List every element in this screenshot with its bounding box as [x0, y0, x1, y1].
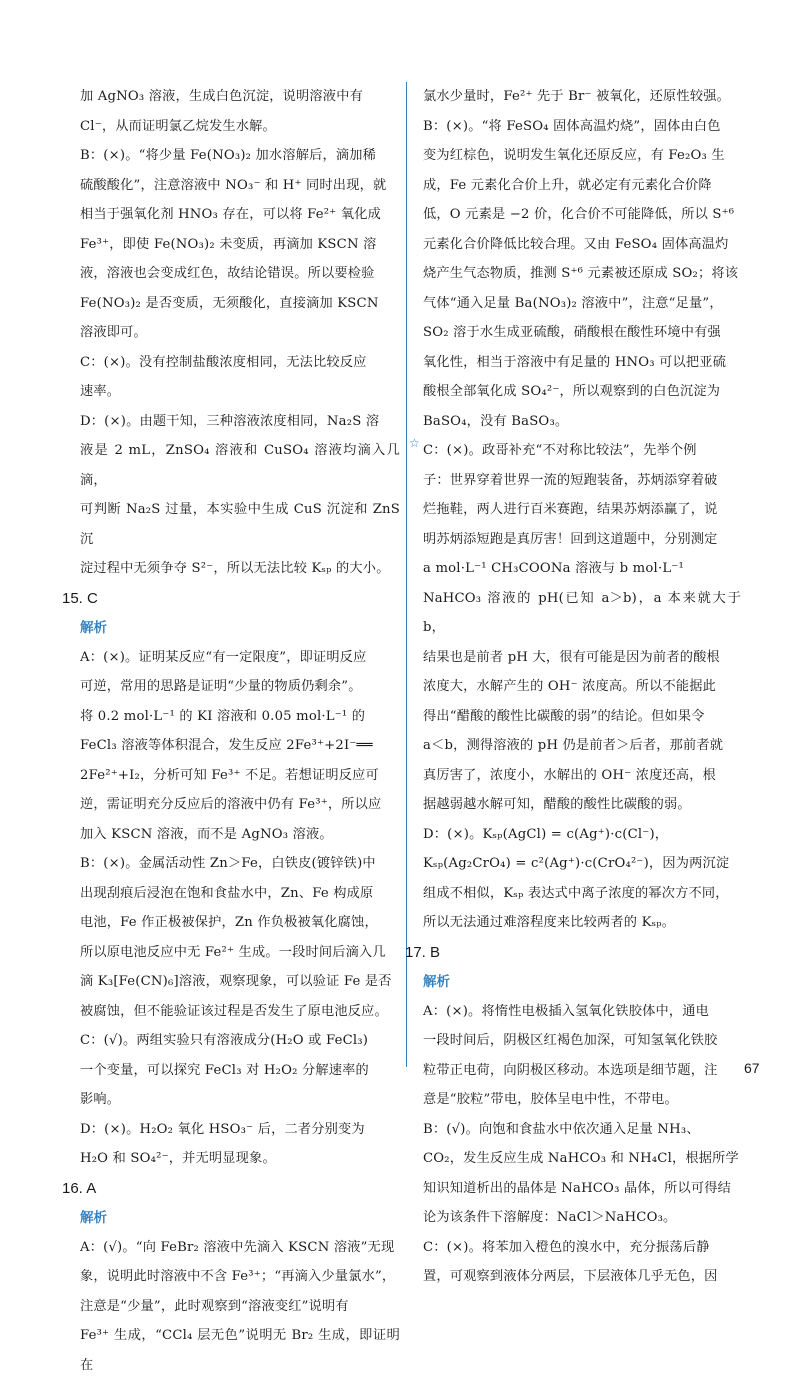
question-number-16: 16. A [62, 1174, 400, 1204]
text-line: 加 AgNO₃ 溶液，生成白色沉淀，说明溶液中有 [80, 82, 400, 112]
text-line: a＜b，测得溶液的 pH 仍是前者＞后者，那前者就 [423, 731, 741, 761]
text-line: 可逆，常用的思路是证明“少量的物质仍剩余”。 [80, 672, 400, 702]
text-line: 滴 K₃[Fe(CN)₆]溶液，观察现象，可以验证 Fe 是否 [80, 967, 400, 997]
text-line: 真厉害了，浓度小，水解出的 OH⁻ 浓度还高，根 [423, 761, 741, 791]
text-line: 电池，Fe 作正极被保护，Zn 作负极被氧化腐蚀， [80, 908, 400, 938]
option-d-15 [80, 1115, 400, 1174]
text-line: 逆，需证明充分反应后的溶液中仍有 Fe³⁺，所以应 [80, 790, 400, 820]
text-line: 粒带正电荷，向阴极区移动。本选项是细节题，注 [423, 1056, 741, 1086]
text-line: FeCl₃ 溶液等体积混合，发生反应 2Fe³⁺+2I⁻══ [80, 731, 400, 761]
text-line: 据越弱越水解可知，醋酸的酸性比碳酸的弱。 [423, 790, 741, 820]
text-line: 相当于强氧化剂 HNO₃ 存在，可以将 Fe²⁺ 氧化成 [80, 200, 400, 230]
text-line: CO₂，发生反应生成 NaHCO₃ 和 NH₄Cl，根据所学 [423, 1144, 741, 1174]
text-line: 2Fe²⁺+I₂，分析可知 Fe³⁺ 不足。若想证明反应可 [80, 761, 400, 791]
option-c-17 [423, 1233, 741, 1292]
right-continuation [423, 82, 741, 112]
text-line: 置，可观察到液体分两层，下层液体几乎无色，因 [423, 1262, 741, 1292]
text-line: 溶液即可。 [80, 318, 400, 348]
text-line: C：(√)。两组实验只有溶液成分(H₂O 或 FeCl₃) [80, 1026, 400, 1056]
text-line: Cl⁻，从而证明氯乙烷发生水解。 [80, 112, 400, 142]
option-a-16 [80, 1233, 400, 1380]
text-line: 组成不相似，Kₛₚ 表达式中离子浓度的幂次方不同， [423, 879, 741, 909]
text-line: B：(×)。“将少量 Fe(NO₃)₂ 加水溶解后，滴加稀 [80, 141, 400, 171]
text-line: B：(×)。“将 FeSO₄ 固体高温灼烧”，固体由白色 [423, 112, 741, 142]
option-c-14 [80, 348, 400, 407]
text-line: 元素化合价降低比较合理。又由 FeSO₄ 固体高温灼 [423, 230, 741, 260]
text-line: Kₛₚ(Ag₂CrO₄) = c²(Ag⁺)·c(CrO₄²⁻)，因为两沉淀 [423, 849, 741, 879]
text-line: 硫酸酸化”，注意溶液中 NO₃⁻ 和 H⁺ 同时出现，就 [80, 171, 400, 201]
text-line: 得出“醋酸的酸性比碳酸的弱”的结论。但如果令 [423, 702, 741, 732]
text-line: 所以原电池反应中无 Fe²⁺ 生成。一段时间后滴入几 [80, 938, 400, 968]
text-line: 子：世界穿着世界一流的短跑装备，苏炳添穿着破 [423, 466, 741, 496]
analysis-heading: 解析 [80, 1204, 400, 1233]
text-line: A：(×)。证明某反应“有一定限度”，即证明反应 [80, 643, 400, 673]
text-line: C：(×)。政哥补充“不对称比较法”，先举个例 [423, 436, 741, 466]
text-line: 氧化性，相当于溶液中有足量的 HNO₃ 可以把亚硫 [423, 348, 741, 378]
text-line: 出现刮痕后浸泡在饱和食盐水中，Zn、Fe 构成原 [80, 879, 400, 909]
text-line: 注意是“少量”，此时观察到“溶液变红”说明有 [80, 1292, 400, 1322]
text-line: 知识知道析出的晶体是 NaHCO₃ 晶体，所以可得结 [423, 1174, 741, 1204]
text-line: D：(×)。由题干知，三种溶液浓度相同，Na₂S 溶 [80, 407, 400, 437]
text-line: 变为红棕色，说明发生氧化还原反应，有 Fe₂O₃ 生 [423, 141, 741, 171]
text-line: Fe³⁺ 生成，“CCl₄ 层无色”说明无 Br₂ 生成，即证明在 [80, 1321, 400, 1380]
text-line: Fe³⁺，即使 Fe(NO₃)₂ 未变质，再滴加 KSCN 溶 [80, 230, 400, 260]
text-line: 可判断 Na₂S 过量，本实验中生成 CuS 沉淀和 ZnS 沉 [80, 495, 400, 554]
option-a-17 [423, 997, 741, 1115]
text-line: B：(√)。向饱和食盐水中依次通入足量 NH₃、 [423, 1115, 741, 1145]
text-line: 所以无法通过难溶程度来比较两者的 Kₛₚ。 [423, 908, 741, 938]
text-line: 论为该条件下溶解度：NaCl＞NaHCO₃。 [423, 1203, 741, 1233]
text-line: 影响。 [80, 1085, 400, 1115]
star-icon: ☆ [409, 436, 420, 450]
text-line: a mol·L⁻¹ CH₃COONa 溶液与 b mol·L⁻¹ [423, 554, 741, 584]
text-line: 液，溶液也会变成红色，故结论错误。所以要检验 [80, 259, 400, 289]
text-line: 低，O 元素是 −2 价，化合价不可能降低，所以 S⁺⁶ [423, 200, 741, 230]
text-line: 成，Fe 元素化合价上升，就必定有元素化合价降 [423, 171, 741, 201]
text-line: 一个变量，可以探究 FeCl₃ 对 H₂O₂ 分解速率的 [80, 1056, 400, 1086]
question-number-17: 17. B [405, 938, 741, 968]
text-line: C：(×)。将苯加入橙色的溴水中，充分振荡后静 [423, 1233, 741, 1263]
text-line: D：(×)。H₂O₂ 氧化 HSO₃⁻ 后，二者分别变为 [80, 1115, 400, 1145]
text-line: SO₂ 溶于水生成亚硫酸，硝酸根在酸性环境中有强 [423, 318, 741, 348]
text-line: C：(×)。没有控制盐酸浓度相同，无法比较反应 [80, 348, 400, 378]
analysis-heading: 解析 [423, 968, 741, 997]
text-line: 氯水少量时，Fe²⁺ 先于 Br⁻ 被氧化，还原性较强。 [423, 82, 741, 112]
text-line: 意是“胶粒”带电，胶体呈电中性，不带电。 [423, 1085, 741, 1115]
text-line: 速率。 [80, 377, 400, 407]
option-a-15 [80, 643, 400, 850]
option-d-14 [80, 407, 400, 584]
text-line: 气体“通入足量 Ba(NO₃)₂ 溶液中”，注意“足量”， [423, 289, 741, 319]
text-line: 一段时间后，阴极区红褐色加深，可知氢氧化铁胶 [423, 1026, 741, 1056]
option-c-16 [423, 436, 741, 820]
question-number-15: 15. C [62, 584, 400, 614]
text-line: B：(×)。金属活动性 Zn＞Fe，白铁皮(镀锌铁)中 [80, 849, 400, 879]
text-line: 烧产生气态物质，推测 S⁺⁶ 元素被还原成 SO₂；将该 [423, 259, 741, 289]
option-b-15 [80, 849, 400, 1026]
text-line: 结果也是前者 pH 大，很有可能是因为前者的酸根 [423, 643, 741, 673]
text-line: NaHCO₃ 溶液的 pH(已知 a＞b)，a 本来就大于 b， [423, 584, 741, 643]
text-line: 酸根全部氧化成 SO₄²⁻，所以观察到的白色沉淀为 [423, 377, 741, 407]
text-line: 被腐蚀，但不能验证该过程是否发生了原电池反应。 [80, 997, 400, 1027]
text-line: 明苏炳添短跑是真厉害！回到这道题中，分别测定 [423, 525, 741, 555]
left-continuation [80, 82, 400, 141]
text-line: BaSO₄，没有 BaSO₃。 [423, 407, 741, 437]
text-line: A：(√)。“向 FeBr₂ 溶液中先滴入 KSCN 溶液”无现 [80, 1233, 400, 1263]
text-line: D：(×)。Kₛₚ(AgCl) = c(Ag⁺)·c(Cl⁻)， [423, 820, 741, 850]
option-d-16 [423, 820, 741, 938]
text-line: 烂拖鞋，两人进行百米赛跑，结果苏炳添赢了，说 [423, 495, 741, 525]
option-b-16 [423, 112, 741, 437]
text-line: 将 0.2 mol·L⁻¹ 的 KI 溶液和 0.05 mol·L⁻¹ 的 [80, 702, 400, 732]
text-line: 浓度大，水解产生的 OH⁻ 浓度高。所以不能据此 [423, 672, 741, 702]
left-column [80, 82, 400, 1380]
text-line: Fe(NO₃)₂ 是否变质，无须酸化，直接滴加 KSCN [80, 289, 400, 319]
option-b-17 [423, 1115, 741, 1233]
text-line: 加入 KSCN 溶液，而不是 AgNO₃ 溶液。 [80, 820, 400, 850]
option-c-15 [80, 1026, 400, 1115]
right-column [423, 82, 741, 1292]
text-line: 象，说明此时溶液中不含 Fe³⁺；“再滴入少量氯水”， [80, 1262, 400, 1292]
text-line: A：(×)。将惰性电极插入氢氧化铁胶体中，通电 [423, 997, 741, 1027]
text-line: 液是 2 mL，ZnSO₄ 溶液和 CuSO₄ 溶液均滴入几滴， [80, 436, 400, 495]
page-number: 67 [744, 1060, 760, 1076]
column-divider [406, 82, 407, 1067]
text-line: 淀过程中无须争夺 S²⁻，所以无法比较 Kₛₚ 的大小。 [80, 554, 400, 584]
analysis-heading: 解析 [80, 614, 400, 643]
text-line: H₂O 和 SO₄²⁻，并无明显现象。 [80, 1144, 400, 1174]
option-b-14 [80, 141, 400, 348]
